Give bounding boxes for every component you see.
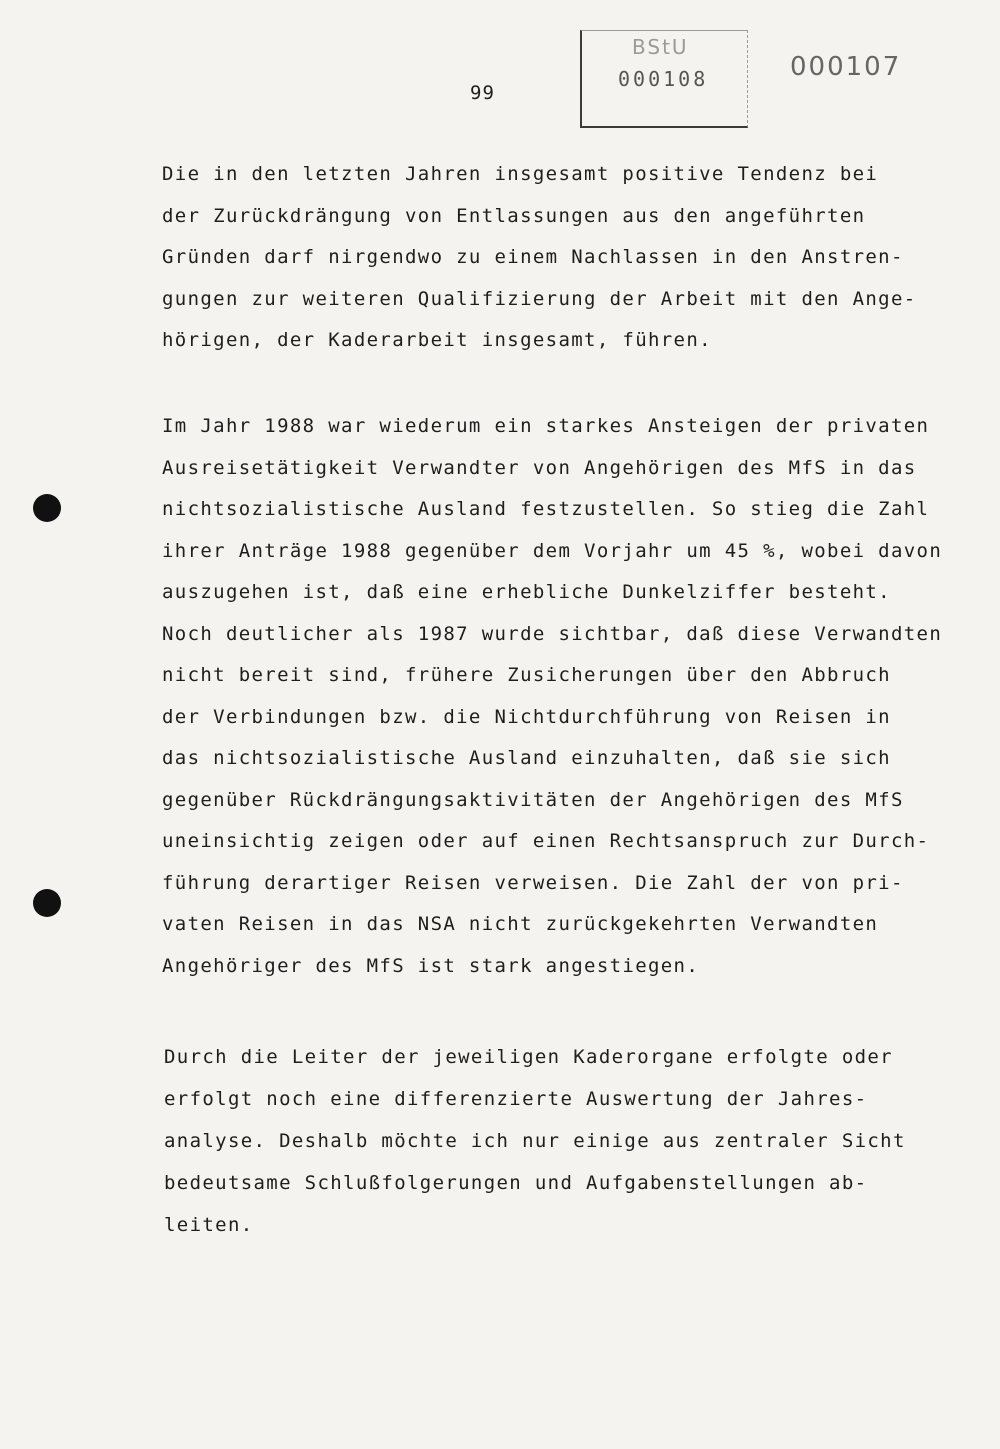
text-line: nicht bereit sind, frühere Zusicherungen über den Abbruch bbox=[162, 664, 891, 686]
stamp-label: BStU bbox=[632, 35, 689, 59]
paragraph-2 bbox=[162, 406, 942, 987]
stamp-number: 000108 bbox=[618, 67, 709, 91]
text-line: Angehöriger des MfS ist stark angestiegen. bbox=[162, 954, 700, 977]
text-line: nichtsozialistische Ausland festzustellen. So stieg die Zahl bbox=[162, 498, 930, 520]
archive-number: 000107 bbox=[790, 52, 902, 82]
text-line: uneinsichtig zeigen oder auf einen Rechtsanspruch zur Durch- bbox=[162, 830, 930, 852]
paragraph-3 bbox=[164, 1036, 906, 1246]
text-line: Die in den letzten Jahren insgesamt positive Tendenz bei bbox=[162, 163, 879, 185]
text-line: Ausreisetätigkeit Verwandter von Angehörigen des MfS in das bbox=[162, 456, 917, 479]
text-line: leiten. bbox=[164, 1214, 254, 1236]
text-line: der Verbindungen bzw. die Nichtdurchführung von Reisen in bbox=[162, 705, 891, 728]
punch-hole bbox=[33, 494, 61, 522]
text-line: erfolgt noch eine differenzierte Auswertung der Jahres- bbox=[164, 1088, 868, 1110]
archive-stamp bbox=[580, 30, 748, 128]
text-line: Im Jahr 1988 war wiederum ein starkes Ansteigen der privaten bbox=[162, 415, 930, 437]
punch-hole bbox=[33, 889, 61, 917]
text-line: vaten Reisen in das NSA nicht zurückgekehrten Verwandten bbox=[162, 913, 879, 935]
text-line: gegenüber Rückdrängungsaktivitäten der Angehörigen des MfS bbox=[162, 788, 904, 811]
text-line: das nichtsozialistische Ausland einzuhalten, daß sie sich bbox=[162, 747, 891, 769]
paragraph-1 bbox=[162, 154, 917, 362]
text-line: gungen zur weiteren Qualifizierung der Arbeit mit den Ange- bbox=[162, 287, 917, 310]
text-line: Durch die Leiter der jeweiligen Kaderorgane erfolgte oder bbox=[164, 1046, 893, 1068]
text-line: auszugehen ist, daß eine erhebliche Dunkelziffer besteht. bbox=[162, 581, 891, 603]
text-line: ihrer Anträge 1988 gegenüber dem Vorjahr um 45 %, wobei davon bbox=[162, 539, 943, 562]
text-line: führung derartiger Reisen verweisen. Die Zahl der von pri- bbox=[162, 871, 904, 894]
text-line: analyse. Deshalb möchte ich nur einige aus zentraler Sicht bbox=[164, 1130, 906, 1152]
text-line: hörigen, der Kaderarbeit insgesamt, führen. bbox=[162, 329, 712, 351]
text-line: der Zurückdrängung von Entlassungen aus den angeführten bbox=[162, 204, 866, 227]
page-number: 99 bbox=[470, 82, 495, 104]
text-line: bedeutsame Schlußfolgerungen und Aufgabenstellungen ab- bbox=[164, 1172, 868, 1194]
text-line: Gründen darf nirgendwo zu einem Nachlassen in den Anstren- bbox=[162, 246, 904, 268]
text-line: Noch deutlicher als 1987 wurde sichtbar, daß diese Verwandten bbox=[162, 622, 943, 645]
